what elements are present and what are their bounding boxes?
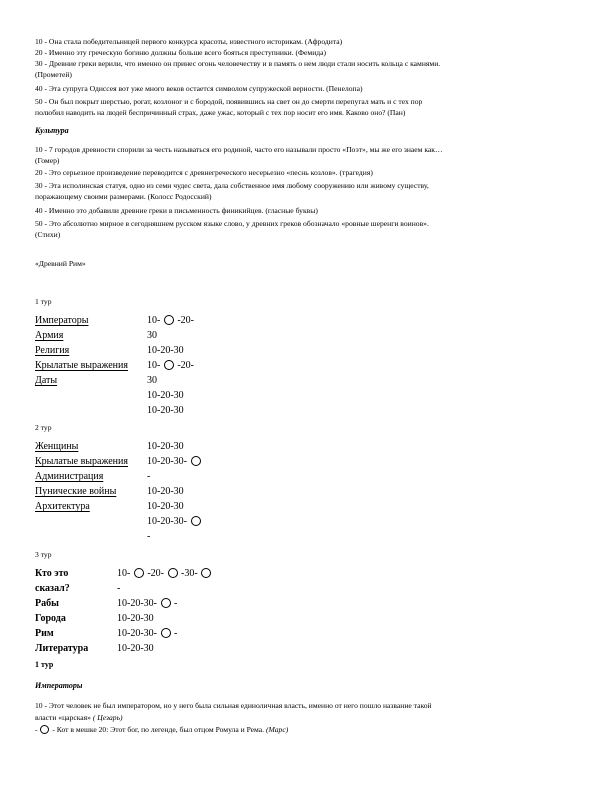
topic-cell: Города (35, 613, 66, 624)
score-cell: 10-20-30- (147, 455, 202, 469)
score-cell: 10-20-30 (147, 441, 184, 452)
score-cell: 10-20-30 (147, 390, 184, 401)
detail-answer: (Марс) (265, 725, 289, 734)
topic-cell: Архитектура (35, 501, 90, 512)
score-cell: - (117, 583, 121, 594)
culture-line-1: 10 - 7 городов древности спорили за честь называться его родиной, часто его называли просто «Поэт», мы же его знаем как… (35, 145, 443, 154)
table-row (35, 597, 265, 612)
score-cell: 10-20-30- (147, 515, 202, 529)
circle-icon (201, 568, 211, 578)
circle-icon (168, 568, 178, 578)
topic-cell: Рабы (35, 598, 59, 609)
score-cell: - (147, 531, 151, 542)
topic-cell: Кто это (35, 568, 69, 579)
table-row (35, 515, 265, 530)
topic-cell: Литература (35, 643, 89, 654)
table-row (35, 329, 265, 344)
detail-line-3-text: - Кот в мешке 20: Этот бог, по легенде, был отцом Ромула и Рема. (50, 725, 266, 734)
table-row (35, 642, 265, 657)
culture-line-3: 20 - Это серьезное произведение переводится с древнегреческого несерьезно «песнь козлов». (трагедия) (35, 168, 373, 177)
culture-line-5: поражающему своими размерами. (Колосс Родосский) (35, 192, 212, 201)
detail-line-2-text: власти «царская» (35, 713, 93, 722)
table-row (35, 567, 295, 582)
score-cell: 10-20-30- - (117, 628, 178, 639)
table-row (35, 485, 265, 500)
culture-line-6: 40 - Именно это добавили древние греки в письменность финикийцев. (гласные буквы) (35, 206, 318, 215)
myth-line-1: 10 - Она стала победительницей первого конкурса красоты, известного историкам. (Афродита) (35, 37, 343, 46)
culture-line-7: 50 - Это абсолютно мирное в сегодняшнем русском языке слово, у древних греков обозначало «ровные шеренги воинов». (35, 219, 429, 228)
detail-line-3-prefix: - (35, 725, 40, 734)
topic-cell: Даты (35, 375, 58, 386)
myth-line-5: 40 - Эта супруга Одиссея вот уже много веков остается символом супружеской верности. (Пенелопа) (35, 84, 363, 93)
circle-icon (40, 725, 49, 734)
score-cell: 10-20-30- - (117, 598, 178, 609)
detail-line-1: 10 - Этот человек не был императором, но у него была сильная единоличная власть, именно от него пошло название такой (35, 701, 432, 710)
score-cell: 10- -20- -30- (117, 567, 212, 581)
table-row (35, 470, 265, 485)
circle-icon (191, 456, 201, 466)
score-cell: - (147, 471, 151, 482)
myth-line-6: 50 - Он был покрыт шерстью, рогат, козлоног и с бородой, появившись на свет он до смерти перепугал мать и с тех пор (35, 97, 423, 106)
detail-round-label: 1 тур (35, 660, 54, 669)
topic-cell: Рим (35, 628, 54, 639)
score-cell: 10-20-30 (117, 643, 154, 654)
circle-icon (164, 360, 174, 370)
score-cell: 30 (147, 375, 157, 386)
table-row (35, 314, 265, 329)
culture-line-2: (Гомер) (35, 156, 60, 165)
table-row (35, 530, 265, 545)
table-row (35, 455, 265, 470)
section-title: «Древний Рим» (35, 259, 86, 268)
topic-cell: сказал? (35, 583, 70, 594)
topic-cell: Крылатые выражения (35, 360, 128, 371)
circle-icon (164, 315, 174, 325)
topic-cell: Императоры (35, 315, 89, 326)
culture-heading: Культура (35, 126, 69, 135)
topic-cell: Религия (35, 345, 70, 356)
table-row (35, 359, 265, 374)
score-cell: 10-20-30 (147, 345, 184, 356)
score-cell: 10-20-30 (147, 501, 184, 512)
myth-line-3: 30 - Древние греки верили, что именно он принес огонь человечеству и в память о нем люди стали носить кольца с камнями. (35, 59, 441, 68)
score-cell: 30 (147, 330, 157, 341)
topic-cell: Пунические войны (35, 486, 117, 497)
score-cell: 10-20-30 (147, 405, 184, 416)
detail-line-2 (35, 713, 123, 723)
table-row (35, 627, 265, 642)
circle-icon (191, 516, 201, 526)
table-row (35, 389, 265, 404)
detail-heading: Императоры (35, 681, 83, 690)
table-row (35, 500, 265, 515)
topic-cell: Армия (35, 330, 64, 341)
myth-line-2: 20 - Именно эту греческую богиню должны больше всего бояться преступники. (Фемида) (35, 48, 327, 57)
score-cell: 10-20-30 (147, 486, 184, 497)
score-cell: 10- -20- (147, 315, 195, 326)
table-row (35, 374, 265, 389)
table-row (35, 344, 265, 359)
round2-label: 2 тур (35, 423, 52, 432)
topic-cell: Крылатые выражения (35, 456, 128, 467)
circle-icon (134, 568, 144, 578)
circle-icon (161, 628, 171, 638)
detail-line-3 (35, 725, 288, 735)
topic-cell: Администрация (35, 471, 104, 482)
table-row (35, 440, 265, 455)
circle-icon (161, 598, 171, 608)
myth-line-4: (Прометей) (35, 70, 72, 79)
table-row (35, 612, 265, 627)
score-cell: 10- -20- (147, 360, 195, 371)
culture-line-4: 30 - Эта исполинская статуя, одно из семи чудес света, дала собственное имя любому сооружению или живому существу, (35, 181, 429, 190)
round3-label: 3 тур (35, 550, 52, 559)
myth-line-7: полюбил наводить на людей беспричинный страх, даже ужас, который с тех пор носит его имя. Каково оно? (Пан) (35, 108, 406, 117)
culture-line-8: (Стихи) (35, 230, 61, 239)
score-cell: 10-20-30 (117, 613, 154, 624)
table-row (35, 404, 265, 419)
table-row (35, 582, 265, 597)
topic-cell: Женщины (35, 441, 79, 452)
detail-answer: ( Цезарь) (92, 713, 123, 722)
round1-label: 1 тур (35, 297, 52, 306)
